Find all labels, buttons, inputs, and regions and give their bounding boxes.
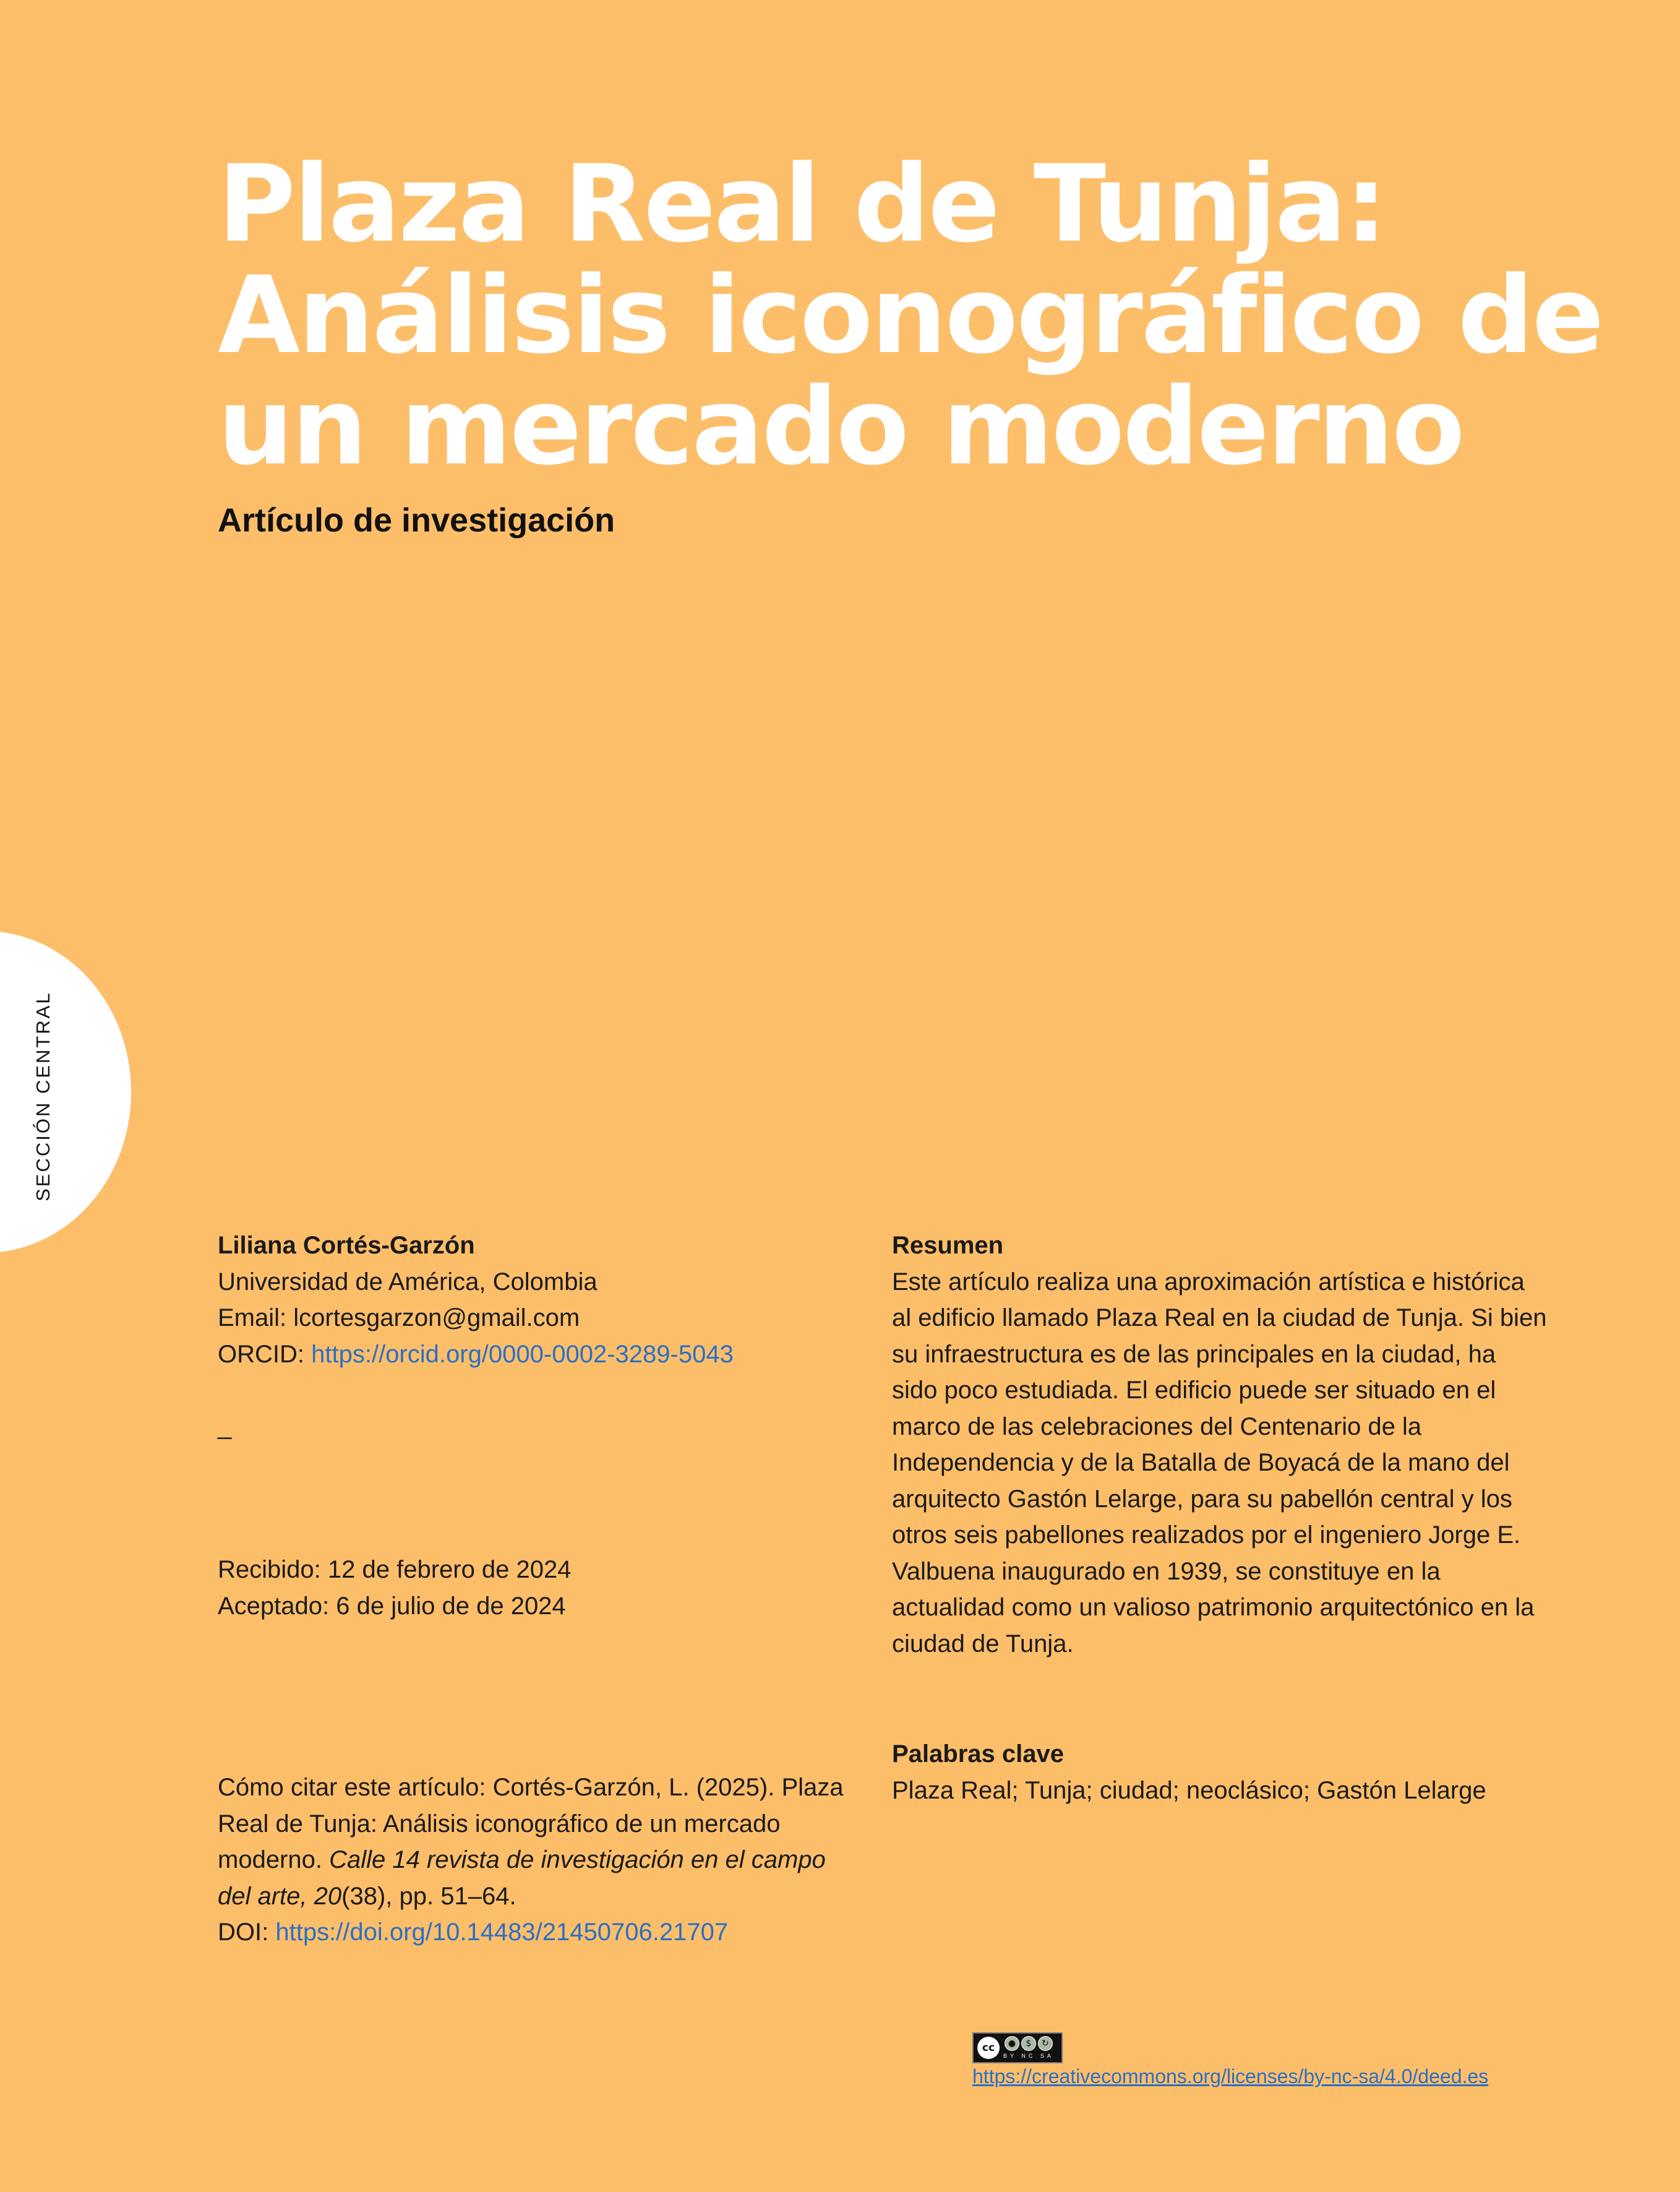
noncommercial-icon: $ (1021, 2036, 1036, 2051)
abstract-block (892, 1227, 1548, 1662)
keywords-text: Plaza Real; Tunja; ciudad; neoclásico; Gastón Lelarge (892, 1776, 1486, 1804)
by-attribution-icon: ● (1005, 2036, 1019, 2051)
citation-intro: Cómo citar este artículo: Cortés-Garzón, L. (2025). Plaza Real de Tunja: Análisis iconográfico de un mercado moderno. (218, 1774, 844, 1873)
cc-badge (972, 2032, 1063, 2063)
cc-logo-icon: cc (977, 2037, 1000, 2059)
section-tab (0, 931, 131, 1253)
article-type: Artículo de investigación (218, 502, 615, 539)
title-line-3: un mercado moderno (218, 364, 1464, 489)
author-block (218, 1227, 849, 1445)
author-orcid (218, 1336, 849, 1373)
citation-doi (218, 1914, 855, 1951)
license-link[interactable]: https://creativecommons.org/licenses/by-nc-sa/4.0/deed.es (972, 2065, 1489, 2087)
citation-block (218, 1769, 855, 1951)
section-tab-label: SECCIÓN CENTRAL (32, 991, 54, 1201)
cc-icons (1003, 2036, 1054, 2060)
author-name: Liliana Cortés-Garzón (218, 1232, 475, 1259)
citation-journal: Calle 14 revista de investigación en el campo del arte, 20 (218, 1846, 826, 1910)
orcid-link[interactable]: https://orcid.org/0000-0002-3289-5043 (311, 1340, 734, 1368)
title-line-2: Análisis iconográfico de (218, 253, 1603, 377)
citation-text (218, 1769, 855, 1914)
keywords-block (892, 1736, 1548, 1808)
cc-license-badge[interactable] (972, 2032, 1063, 2063)
separator: _ (218, 1412, 232, 1440)
citation-issue: (38), pp. 51–64. (341, 1882, 516, 1910)
accepted-date: Aceptado: 6 de julio de de 2024 (218, 1592, 566, 1620)
title-line-1: Plaza Real de Tunja: (218, 142, 1386, 266)
doi-link[interactable]: https://doi.org/10.14483/21450706.21707 (275, 1919, 729, 1946)
doi-label: DOI: (218, 1919, 276, 1946)
sharealike-icon: ↻ (1038, 2036, 1053, 2051)
received-date: Recibido: 12 de febrero de 2024 (218, 1556, 572, 1583)
cc-terms: BY NC SA (1003, 2053, 1054, 2059)
author-email: Email: lcortesgarzon@gmail.com (218, 1304, 580, 1331)
keywords-heading: Palabras clave (892, 1740, 1064, 1768)
abstract-text: Este artículo realiza una aproximación artística e histórica al edificio llamado Plaza Real en la ciudad de Tunja. Si bien su infraestructura es de las principales en la ciudad, ha sido poco estudiada. El edificio puede ser situado en el marco de las celebraciones del Centenario de la Independencia y de la Batalla de Boyacá de la mano del arquitecto Gastón Lelarge, para su pabellón central y los otros seis pabellones realizados por el ingeniero Jorge E. Valbuena inaugurado en 1939, se constituye en la actualidad como un valioso patrimonio arquitectónico en la ciudad de Tunja. (892, 1268, 1547, 1657)
dates-block (218, 1552, 849, 1624)
author-affiliation: Universidad de América, Colombia (218, 1268, 598, 1296)
abstract-heading: Resumen (892, 1232, 1004, 1259)
orcid-label: ORCID: (218, 1340, 312, 1368)
article-title (218, 142, 1603, 489)
